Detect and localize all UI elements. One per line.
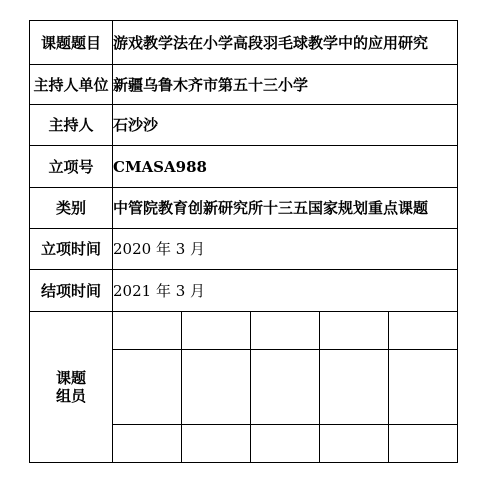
members-grid bbox=[113, 312, 457, 462]
row-category bbox=[30, 188, 458, 229]
row-host bbox=[30, 105, 458, 146]
member-cell[interactable] bbox=[251, 350, 320, 425]
project-number-value: CMASA988 bbox=[113, 146, 458, 188]
start-time-label: 立项时间 bbox=[30, 229, 113, 270]
member-cell[interactable] bbox=[113, 425, 182, 463]
member-cell[interactable] bbox=[319, 425, 388, 463]
end-time-value: 2021 年 3 月 bbox=[113, 270, 458, 312]
member-cell[interactable] bbox=[388, 312, 457, 350]
members-grid-row bbox=[113, 425, 457, 463]
member-cell[interactable] bbox=[388, 350, 457, 425]
members-grid-container bbox=[113, 312, 458, 463]
host-label: 主持人 bbox=[30, 105, 113, 146]
members-label bbox=[30, 312, 113, 463]
row-start-time bbox=[30, 229, 458, 270]
member-cell[interactable] bbox=[388, 425, 457, 463]
host-unit-label: 主持人单位 bbox=[30, 65, 113, 105]
row-members bbox=[30, 312, 458, 463]
project-info-table bbox=[29, 20, 458, 463]
row-topic bbox=[30, 21, 458, 65]
row-host-unit bbox=[30, 65, 458, 105]
member-cell[interactable] bbox=[182, 350, 251, 425]
members-grid-row bbox=[113, 312, 457, 350]
row-end-time bbox=[30, 270, 458, 312]
member-cell[interactable] bbox=[113, 350, 182, 425]
host-value: 石沙沙 bbox=[113, 105, 458, 146]
end-time-label: 结项时间 bbox=[30, 270, 113, 312]
topic-value: 游戏教学法在小学高段羽毛球教学中的应用研究 bbox=[113, 21, 458, 65]
member-cell[interactable] bbox=[182, 425, 251, 463]
project-number-label: 立项号 bbox=[30, 146, 113, 188]
members-label-line2: 组员 bbox=[55, 387, 86, 405]
category-value: 中管院教育创新研究所十三五国家规划重点课题 bbox=[113, 188, 458, 229]
row-project-number bbox=[30, 146, 458, 188]
member-cell[interactable] bbox=[251, 425, 320, 463]
member-cell[interactable] bbox=[113, 312, 182, 350]
host-unit-value: 新疆乌鲁木齐市第五十三小学 bbox=[113, 65, 458, 105]
member-cell[interactable] bbox=[251, 312, 320, 350]
category-label: 类别 bbox=[30, 188, 113, 229]
member-cell[interactable] bbox=[319, 350, 388, 425]
topic-label: 课题题目 bbox=[30, 21, 113, 65]
members-label-line1: 课题 bbox=[55, 369, 86, 387]
member-cell[interactable] bbox=[182, 312, 251, 350]
members-grid-row bbox=[113, 350, 457, 425]
member-cell[interactable] bbox=[319, 312, 388, 350]
start-time-value: 2020 年 3 月 bbox=[113, 229, 458, 270]
